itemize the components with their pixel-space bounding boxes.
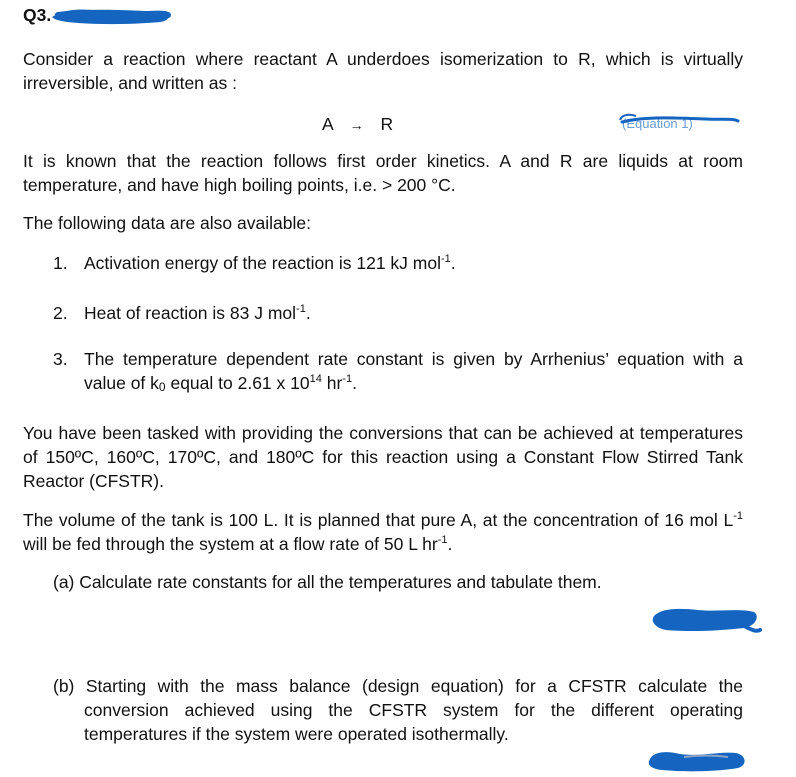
data-heading: The following data are also available:	[23, 213, 311, 233]
part-b: (b) Starting with the mass balance (design equation) for a CFSTR calculate the conversion achieved using the CFSTR system for the different operating temperatures if the system were operated isothermally.	[53, 676, 743, 744]
data-item-rate-constant: 3. The temperature dependent rate constant is given by Arrhenius’ equation with a value of $k_0$ equal to 2.61 x $10^{14}$ $hr^{-1}$.	[53, 349, 743, 394]
list-number: 1.	[53, 253, 68, 273]
reactant: A	[322, 114, 333, 134]
redaction-scribble-equation-tag	[616, 110, 744, 132]
list-number: 3.	[53, 349, 68, 369]
data-item-heat-of-reaction: 2. Heat of reaction is 83 J mol$^{-1}$.	[53, 303, 311, 323]
question-label: Q3.	[23, 5, 52, 25]
product: R	[380, 114, 394, 134]
redaction-scribble-title	[48, 3, 178, 29]
intro-paragraph: Consider a reaction where reactant A underdoes isomerization to R, which is virtually irreversible, and written as :	[23, 49, 743, 93]
equation-tag: (Equation 1)	[622, 116, 693, 131]
data-item-activation-energy: 1. Activation energy of the reaction is 121 kJ mol$^{-1}$.	[53, 253, 456, 273]
redaction-scribble-part-a	[648, 600, 762, 638]
part-a: (a) Calculate rate constants for all the temperatures and tabulate them.	[53, 572, 602, 592]
redaction-scribble-part-b	[644, 745, 750, 775]
reaction-arrow: →	[349, 117, 364, 133]
task-paragraph: You have been tasked with providing the conversions that can be achieved at temperatures of 150ºC, 160ºC, 170ºC, and 180ºC for this reaction using a Constant Flow Stirred Tank Reactor (CFSTR).	[23, 423, 743, 491]
kinetics-paragraph: It is known that the reaction follows first order kinetics. A and R are liquids at room temperature, and have high boiling points, i.e. > 200 °C.	[23, 151, 743, 195]
tank-paragraph: The volume of the tank is 100 L. It is planned that pure A, at the concentration of 16 mol $L^{-1}$ will be fed through the system at a flow rate of 50 L $hr^{-1}$.	[23, 510, 743, 554]
list-number: 2.	[53, 303, 68, 323]
reaction-equation	[322, 113, 393, 136]
